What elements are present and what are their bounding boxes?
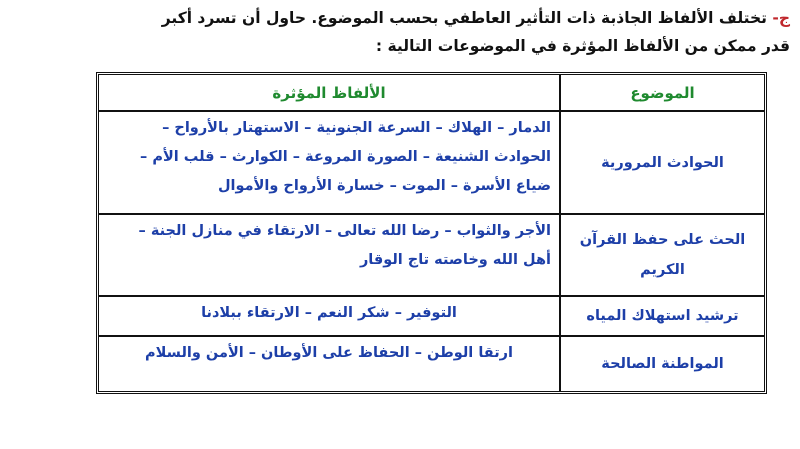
- instruction-line-1: [10, 4, 790, 32]
- row-words-citizenship: ارتقا الوطن – الحفاظ على الأوطان – الأمن والسلام: [145, 345, 513, 361]
- header-words: الألفاظ المؤثرة: [99, 75, 559, 112]
- instructions: [10, 4, 790, 60]
- words-table: [96, 72, 767, 394]
- question-marker: ج-: [772, 9, 790, 27]
- row-topic-traffic-accidents: الحوادث المرورية: [559, 112, 764, 215]
- header-topic: الموضوع: [559, 75, 764, 112]
- instruction-text-1: تختلف الألفاظ الجاذبة ذات التأثير العاطفي بحسب الموضوع. حاول أن تسرد أكبر: [161, 9, 767, 27]
- row-words-traffic-accidents: الدمار – الهلاك – السرعة الجنونية – الاستهتار بالأرواح – الحوادث الشنيعة – الصورة المروعة – الكوارث – قلب الأم – ضياع الأسرة – الموت – خسارة الأرواح والأموال: [99, 112, 559, 215]
- row-words-quran-memorization: الأجر والثواب – رضا الله تعالى – الارتقاء في منازل الجنة – أهل الله وخاصته تاج الوقار: [99, 215, 559, 297]
- instruction-line-2: قدر ممكن من الألفاظ المؤثرة في الموضوعات التالية :: [375, 37, 790, 55]
- row-topic-water-conservation: ترشيد استهلاك المياه: [559, 297, 764, 337]
- row-words-water-conservation: التوفير – شكر النعم – الارتقاء ببلادنا: [99, 297, 559, 337]
- row-topic-citizenship: المواطنة الصالحة: [559, 337, 764, 391]
- row-topic-quran-memorization: الحث على حفظ القرآن الكريم: [559, 215, 764, 297]
